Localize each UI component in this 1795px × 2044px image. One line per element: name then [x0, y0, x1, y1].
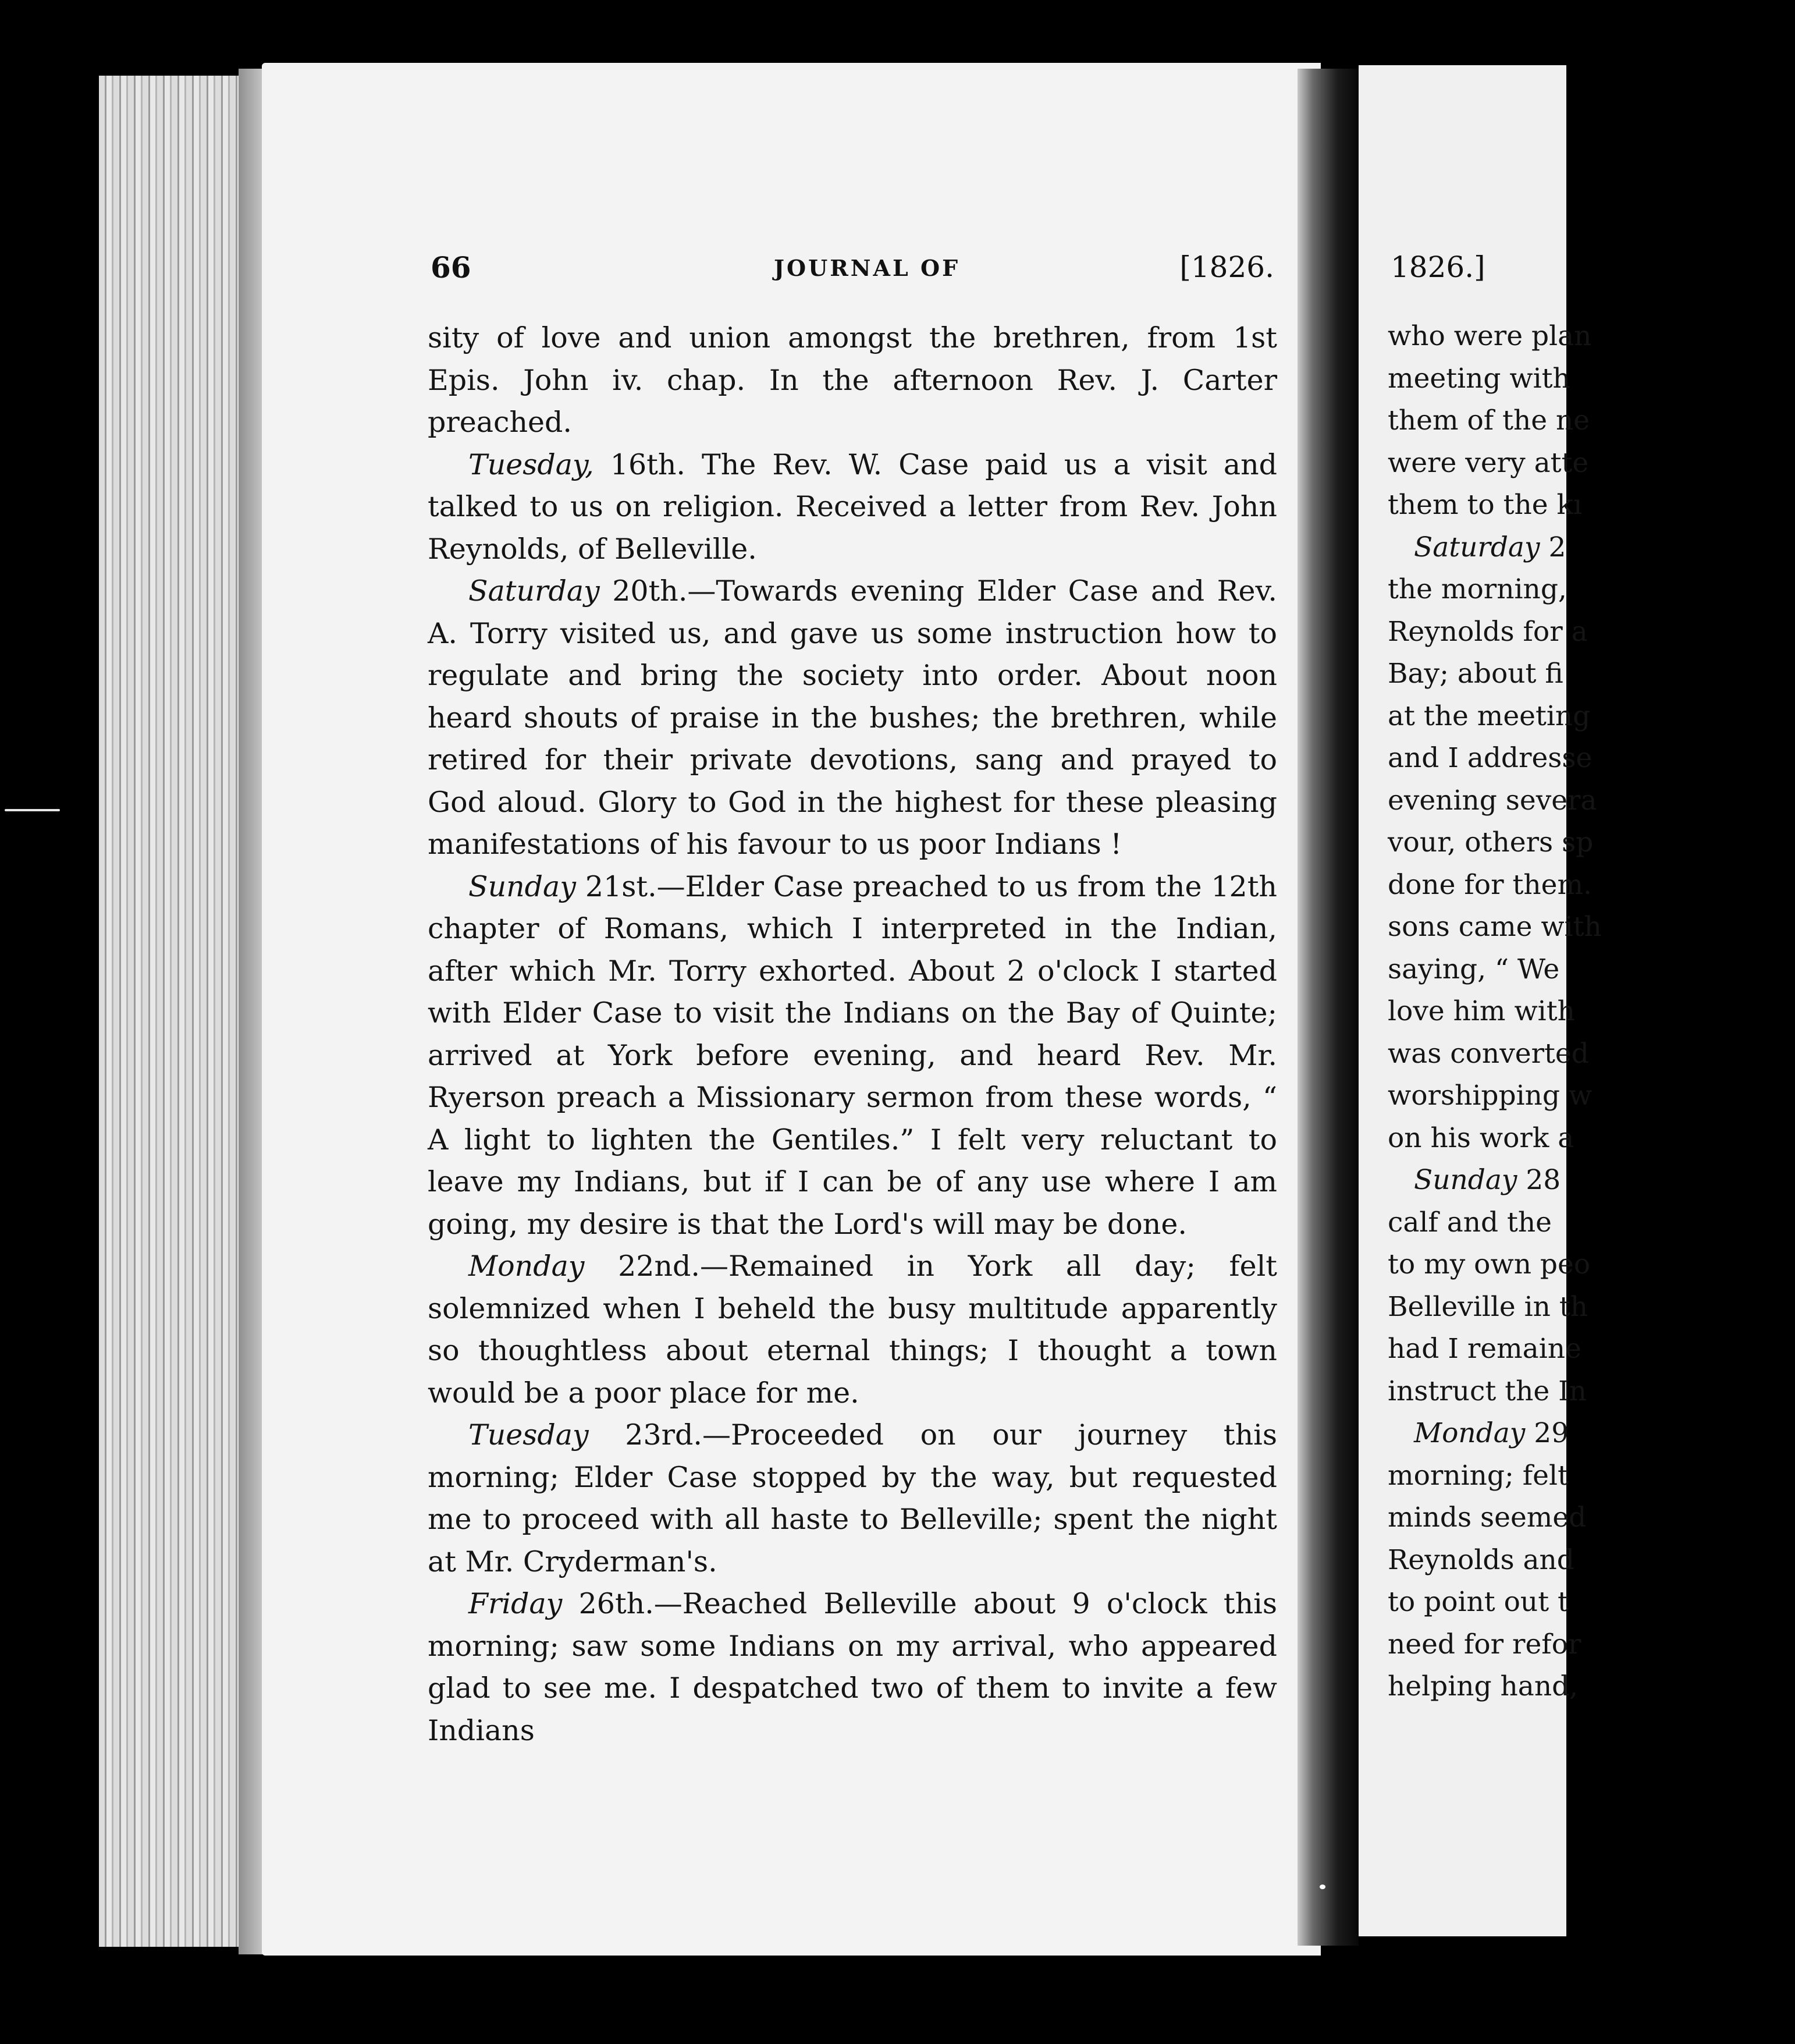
- right-page-line: sons came with: [1388, 911, 1602, 943]
- entry-text: 16th. The Rev. W. Case paid us a visit and talked to us on religion. Received a letter from Rev. John Reynolds, of Belleville.: [428, 448, 1277, 566]
- right-page-line: to my own peo: [1388, 1248, 1591, 1280]
- entry-day: Friday: [468, 1587, 563, 1620]
- entry-text: 20th.—Towards evening Elder Case and Rev. A. Torry visited us, and gave us some instruction how to regulate and bring the society into order. About noon heard shouts of praise in the bushes; the brethren, while retired for their private devotions, sang and prayed to God aloud. Glory to God in the highest for these pleasing manifestations of his favour to us poor Indians !: [428, 574, 1277, 861]
- paragraph: [428, 317, 1277, 444]
- right-page-line: done for them.: [1388, 868, 1592, 901]
- paragraph: [428, 1414, 1277, 1583]
- right-page-line: evening severa: [1388, 784, 1597, 817]
- paragraph: [428, 1583, 1277, 1752]
- paragraph: [428, 1245, 1277, 1414]
- entry-day: Saturday: [1414, 531, 1540, 563]
- entry-day: Tuesday,: [468, 448, 594, 481]
- right-page-line: at the meeting: [1388, 700, 1591, 732]
- right-page-line: instruct the In: [1388, 1375, 1587, 1407]
- right-page-line: Bay; about fi: [1388, 658, 1563, 690]
- right-page-line: Reynolds for a: [1388, 615, 1588, 648]
- entry-day: Tuesday: [468, 1418, 589, 1452]
- running-head: [431, 250, 1274, 291]
- right-page-line: them of the ne: [1388, 404, 1590, 437]
- right-page-line: Sunday 28: [1414, 1164, 1561, 1196]
- entry-text: 21st.—Elder Case preached to us from the 12th chapter of Romans, which I interpreted in the Indian, after which Mr. Torry exhorted. About 2 o'clock I started with Elder Case to visit the Indians on the Bay of Quinte; arrived at York before evening, and heard Rev. Mr. Ryerson preach a Missionary sermon from these words, “ A light to lighten the Gentiles.” I felt very reluctant to leave my Indians, but if I can be of any use where I am going, my desire is that the Lord's will may be done.: [428, 870, 1277, 1241]
- page-number: 66: [431, 250, 471, 285]
- entry-day: Sunday: [1414, 1164, 1517, 1196]
- right-page-line: minds seemed: [1388, 1502, 1587, 1534]
- right-page-line: to point out t: [1388, 1586, 1569, 1618]
- right-page: [1359, 65, 1602, 1936]
- scan-speck: [5, 809, 60, 811]
- right-page-line: the morning,: [1388, 573, 1567, 605]
- right-page-line: on his work a: [1388, 1122, 1574, 1154]
- entry-day: Saturday: [468, 574, 600, 608]
- paragraph: [428, 866, 1277, 1246]
- right-page-line: saying, “ We: [1388, 953, 1560, 985]
- right-page-line: were very atte: [1388, 446, 1589, 479]
- right-page-line: was converted: [1388, 1037, 1589, 1070]
- entry-day: Monday: [1414, 1417, 1526, 1449]
- right-running-head-year: 1826.]: [1391, 250, 1485, 284]
- running-title: JOURNAL OF: [774, 255, 961, 281]
- right-page-line: who were plan: [1388, 320, 1592, 352]
- right-page-line: worshipping w: [1388, 1080, 1593, 1112]
- right-page-line: had I remaine: [1388, 1333, 1581, 1365]
- entry-text: 22nd.—Remained in York all day; felt solemnized when I beheld the busy multitude apparently so thoughtless about eternal things; I thought a town would be a poor place for me.: [428, 1250, 1277, 1410]
- right-page-line: calf and the: [1388, 1206, 1552, 1239]
- scan-speck: [1320, 1885, 1325, 1889]
- entry-text: 26th.—Reached Belleville about 9 o'clock this morning; saw some Indians on my arrival, who appeared glad to see me. I despatched two of them to invite a few Indians: [428, 1587, 1277, 1747]
- book-gutter: [1298, 69, 1359, 1946]
- journal-text: [428, 317, 1277, 1752]
- paragraph: [428, 570, 1277, 866]
- right-page-line: helping hand,: [1388, 1670, 1579, 1702]
- right-page-line: Reynolds and: [1388, 1543, 1574, 1576]
- right-page-line: Saturday 2: [1414, 531, 1566, 563]
- right-page-text: [1388, 315, 1795, 1708]
- right-page-line: Monday 29: [1414, 1417, 1569, 1449]
- right-page-line: Belleville in th: [1388, 1290, 1588, 1323]
- right-page-line: need for refor: [1388, 1628, 1581, 1660]
- right-page-line: vour, others sp: [1388, 826, 1594, 858]
- right-page-line: morning; felt: [1388, 1459, 1569, 1492]
- right-page-line: them to the kı: [1388, 489, 1583, 521]
- entry-text: sity of love and union amongst the brethren, from 1st Epis. John iv. chap. In the afternoon Rev. J. Carter preached.: [428, 321, 1277, 439]
- paragraph: [428, 444, 1277, 571]
- entry-text: 23rd.—Proceeded on our journey this morning; Elder Case stopped by the way, but requested me to proceed with all haste to Belleville; spent the night at Mr. Cryderman's.: [428, 1418, 1277, 1578]
- right-page-line: and I addresse: [1388, 742, 1593, 774]
- entry-day: Monday: [468, 1250, 585, 1283]
- entry-day: Sunday: [468, 870, 576, 903]
- right-page-line: love him with: [1388, 995, 1575, 1027]
- right-page-line: meeting with: [1388, 362, 1570, 395]
- running-head-year: [1826.: [1179, 250, 1274, 284]
